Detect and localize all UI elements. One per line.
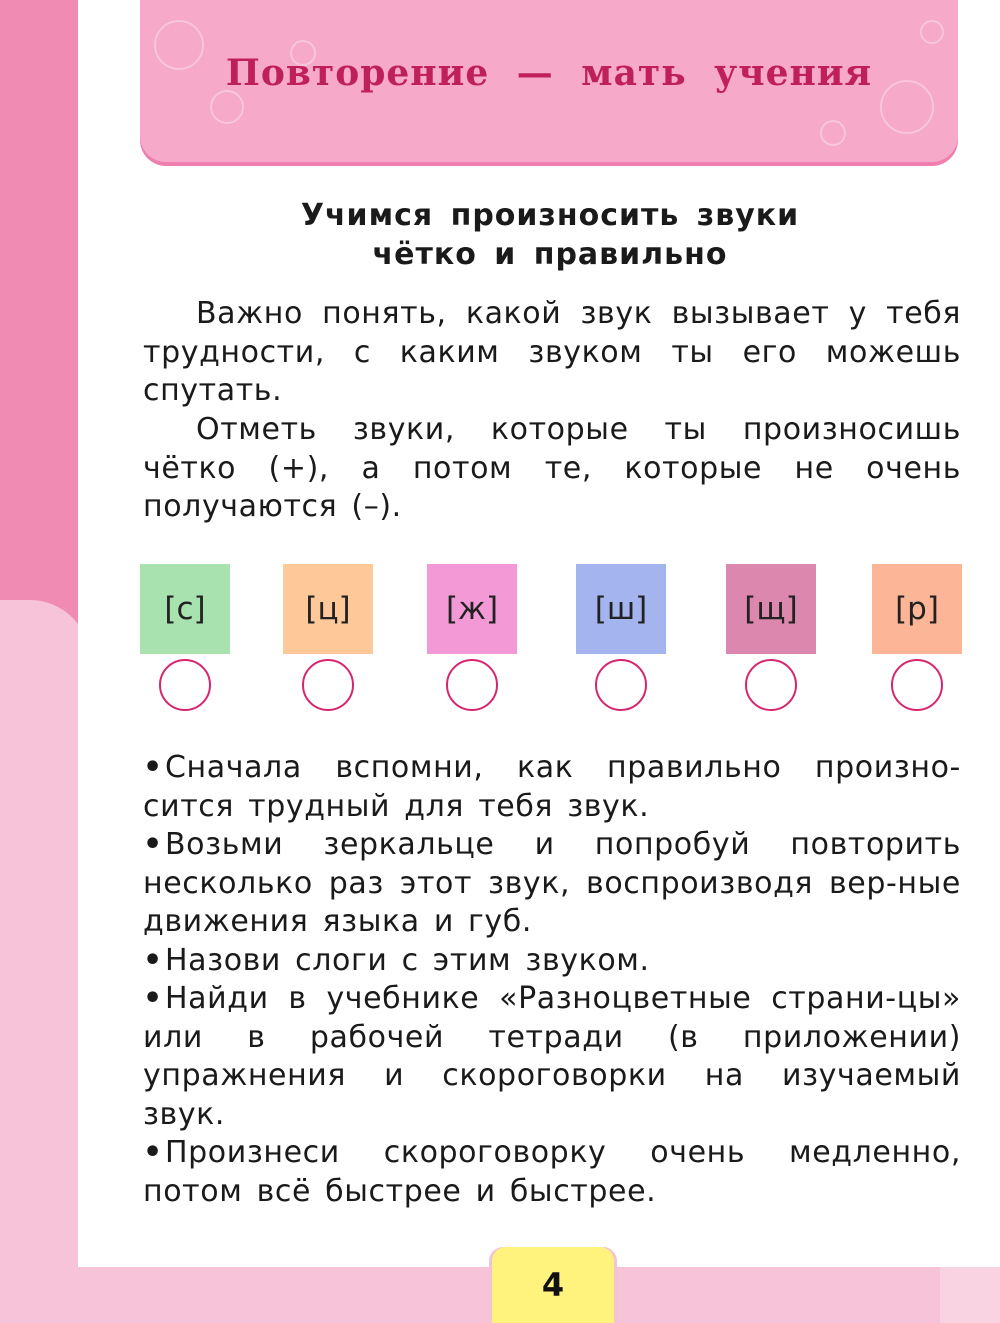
sound-item-sh (576, 564, 666, 711)
sound-item-shch (726, 564, 816, 711)
sound-card: [ц] (283, 564, 373, 654)
section-heading (140, 196, 960, 274)
sound-item-zh (427, 564, 517, 711)
background-ornament-left (0, 600, 90, 1323)
header-banner (140, 0, 958, 162)
list-item-text: Сначала вспомни, как правильно произно-​сится трудный для тебя звук. (143, 750, 961, 824)
flower-ornament-icon (920, 20, 944, 44)
bullet-icon: • (143, 827, 163, 862)
list-item (143, 749, 961, 826)
heading-line-2: чётко и правильно (372, 237, 728, 272)
list-item-text: Произнеси скороговорку очень медленно, потом всё быстрее и быстрее. (143, 1135, 961, 1209)
sound-card: [с] (140, 564, 230, 654)
list-item (143, 826, 961, 942)
page-number: 4 (492, 1247, 614, 1323)
sound-item-ts (283, 564, 373, 711)
heading-line-1: Учимся произносить звуки (300, 198, 800, 233)
sound-card: [ш] (576, 564, 666, 654)
banner-title: Повторение — мать учения (225, 52, 873, 94)
list-item-text: Назови слоги с этим звуком. (165, 942, 650, 978)
sound-card: [ж] (427, 564, 517, 654)
sound-list (140, 564, 962, 714)
bullet-icon: • (143, 981, 163, 1016)
answer-circle[interactable] (446, 659, 498, 711)
answer-circle[interactable] (159, 659, 211, 711)
sound-card: [щ] (726, 564, 816, 654)
answer-circle[interactable] (891, 659, 943, 711)
list-item (143, 980, 961, 1134)
list-item (143, 1134, 961, 1211)
sound-item-s (140, 564, 230, 711)
instruction-paragraph: Отметь звуки, которые ты произносишь чётко (+), а потом те, которые не очень получаются (–). (143, 412, 961, 524)
list-item-text: Найди в учебнике «Разноцветные страни-​цы» или в рабочей тетради (в приложении) упражнения и скороговорки на изучаемый звук. (143, 981, 961, 1132)
list-item-text: Возьми зеркальце и попробуй повторить несколько раз этот звук, воспроизводя вер-​ные движения языка и губ. (143, 827, 961, 939)
tips-list (143, 749, 961, 1211)
intro-paragraph: Важно понять, какой звук вызывает у тебя трудности, с каким звуком ты его можешь спутать. (143, 296, 961, 408)
bullet-icon: • (143, 1135, 163, 1170)
flower-ornament-icon (210, 90, 244, 124)
answer-circle[interactable] (595, 659, 647, 711)
answer-circle[interactable] (302, 659, 354, 711)
sound-item-r (872, 564, 962, 711)
bullet-icon: • (143, 942, 163, 978)
answer-circle[interactable] (745, 659, 797, 711)
sound-card: [р] (872, 564, 962, 654)
flower-ornament-icon (820, 120, 846, 146)
list-item (143, 942, 961, 981)
bullet-icon: • (143, 750, 163, 785)
